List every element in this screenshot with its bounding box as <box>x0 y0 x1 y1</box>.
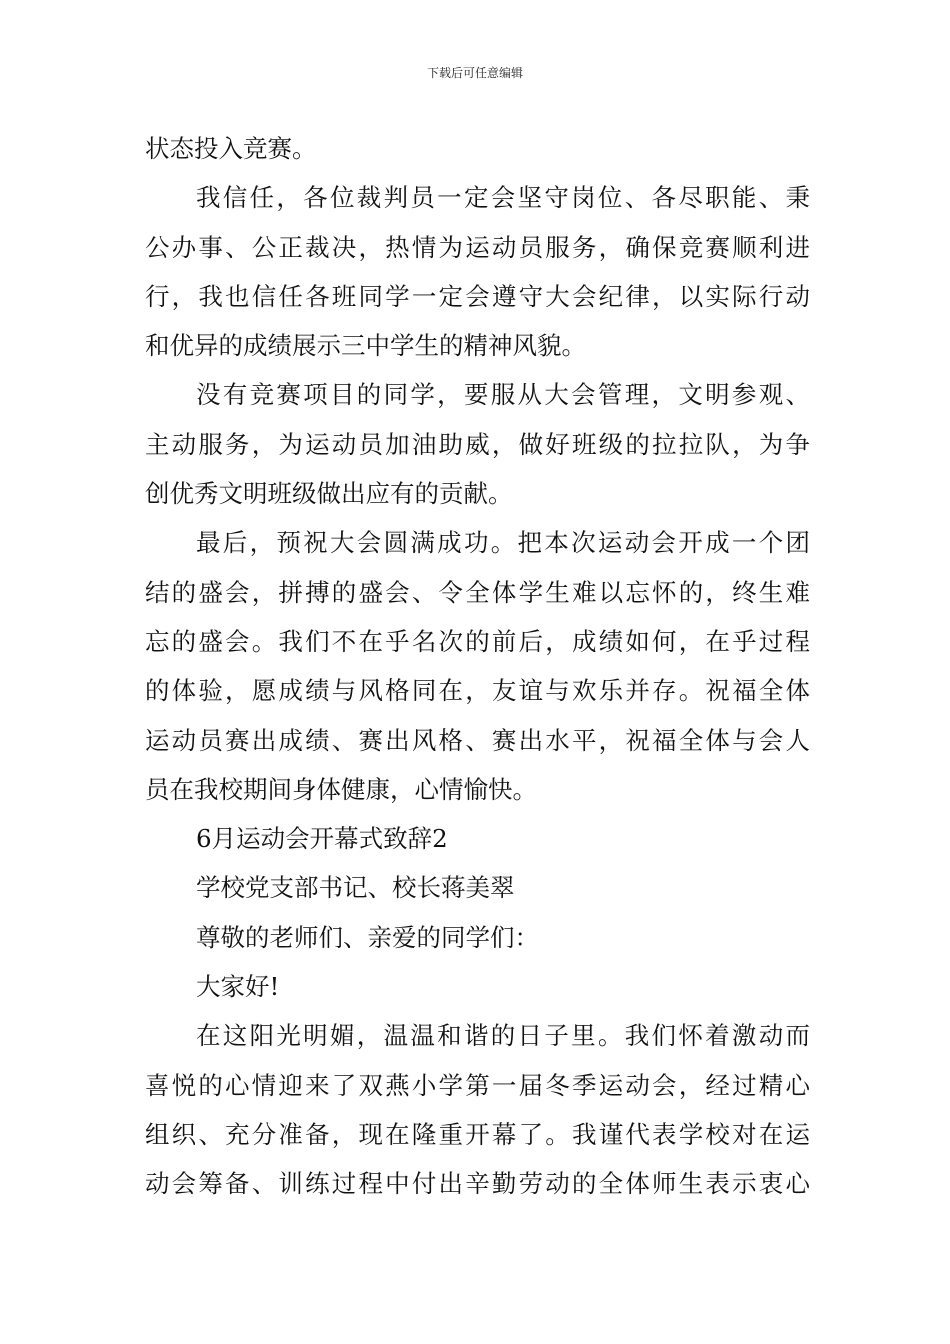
text-line: 创优秀文明班级做出应有的贡献。 <box>145 479 513 509</box>
text-line: 最后，预祝大会圆满成功。把本次运动会开成一个团 <box>196 528 810 558</box>
text-line: 公办事、公正裁决，热情为运动员服务，确保竞赛顺利进 <box>145 232 810 262</box>
text-line: 和优异的成绩展示三中学生的精神风貌。 <box>145 331 586 361</box>
greeting-line: 大家好! <box>196 972 280 1002</box>
text-line: 动会筹备、训练过程中付出辛勤劳动的全体师生表示衷心 <box>145 1169 810 1199</box>
speaker-line: 学校党支部书记、校长蒋美翠 <box>196 873 515 903</box>
document-body <box>145 124 810 1209</box>
text-line: 运动员赛出成绩、赛出风格、赛出水平，祝福全体与会人 <box>145 725 810 755</box>
page-header-note: 下载后可任意编辑 <box>426 66 523 80</box>
text-line: 喜悦的心情迎来了双燕小学第一届冬季运动会，经过精心 <box>145 1070 810 1100</box>
text-line: 我信任，各位裁判员一定会坚守岗位、各尽职能、秉 <box>196 183 810 213</box>
text-line: 员在我校期间身体健康，心情愉快。 <box>145 774 537 804</box>
text-line: 忘的盛会。我们不在乎名次的前后，成绩如何，在乎过程 <box>145 626 810 656</box>
text-line: 没有竞赛项目的同学，要服从大会管理，文明参观、 <box>196 380 810 410</box>
text-line: 在这阳光明媚，温温和谐的日子里。我们怀着激动而 <box>196 1021 810 1051</box>
text-line: 结的盛会，拼搏的盛会、令全体学生难以忘怀的，终生难 <box>145 577 810 607</box>
text-line: 行，我也信任各班同学一定会遵守大会纪律，以实际行动 <box>145 281 810 311</box>
section-title: 6月运动会开幕式致辞2 <box>196 824 448 854</box>
text-line: 组织、充分准备，现在隆重开幕了。我谨代表学校对在运 <box>145 1119 810 1149</box>
text-line: 状态投入竞赛。 <box>145 134 317 163</box>
salutation-line: 尊敬的老师们、亲爱的同学们： <box>196 922 539 952</box>
text-line: 主动服务，为运动员加油助威，做好班级的拉拉队，为争 <box>145 429 810 459</box>
text-line: 的体验，愿成绩与风格同在，友谊与欢乐并存。祝福全体 <box>145 676 810 706</box>
